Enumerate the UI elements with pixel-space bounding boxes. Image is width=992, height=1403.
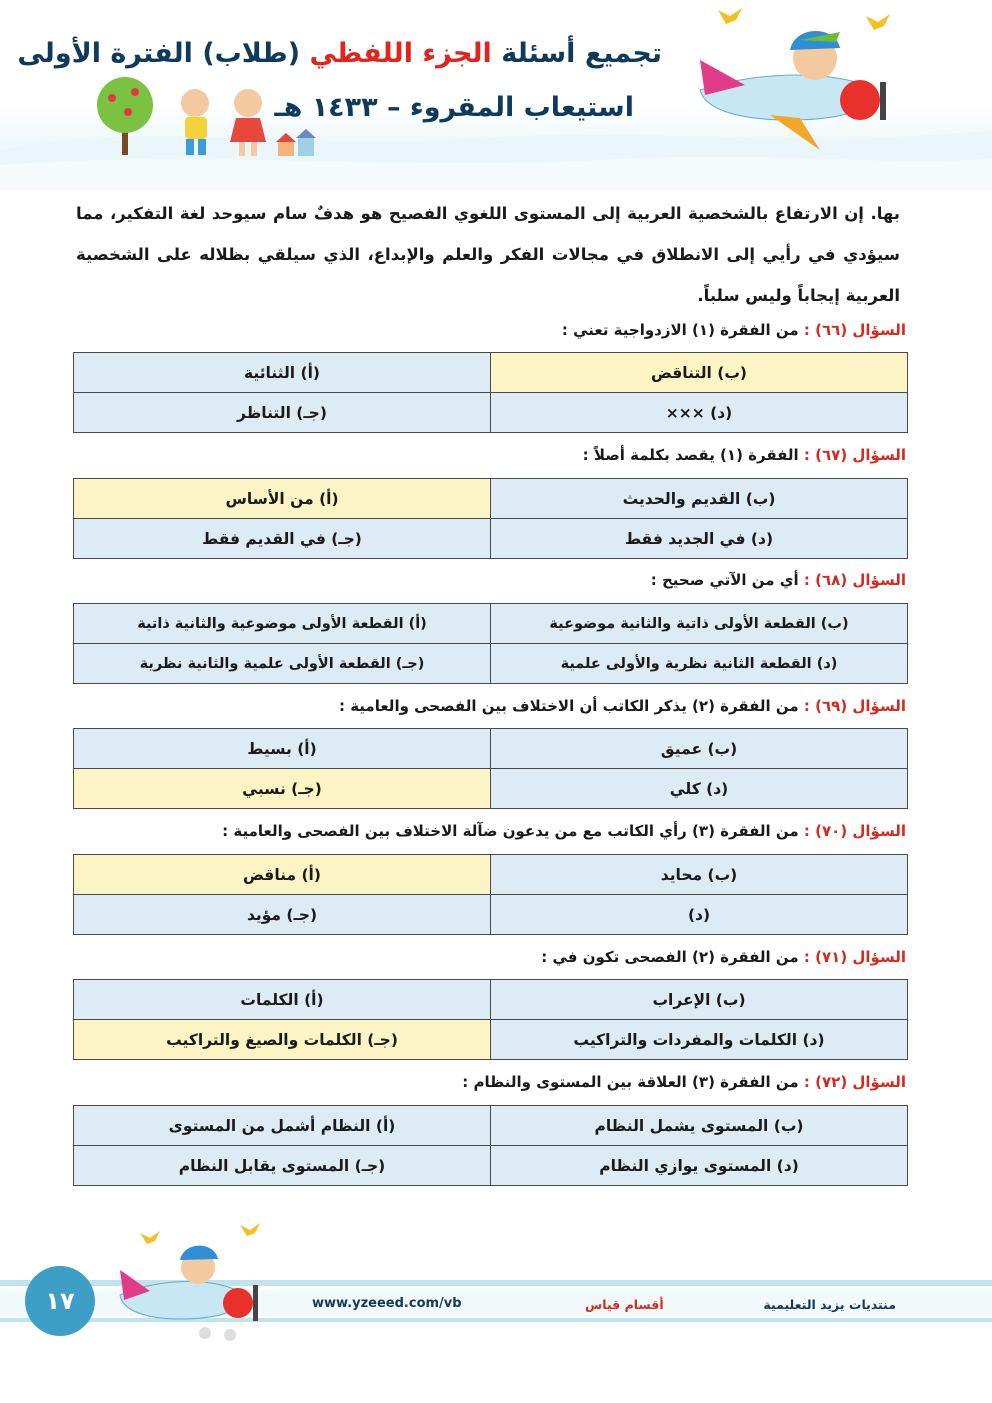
options-table-69 xyxy=(73,728,908,809)
option-a[interactable]: (أ) القطعة الأولى موضوعية والثانية ذاتية xyxy=(74,604,491,644)
options-table-70 xyxy=(73,854,908,935)
option-c[interactable]: (جـ) القطعة الأولى علمية والثانية نظرية xyxy=(74,644,491,684)
bird-illustration xyxy=(866,14,890,30)
question-text: من الفقرة (٣) رأي الكاتب مع من يدعون ضآلة الاختلاف بين الفصحى والعامية : xyxy=(222,822,804,840)
footer-website[interactable]: www.yzeeed.com/vb xyxy=(312,1296,462,1311)
option-d[interactable]: (د) كلي xyxy=(491,769,908,809)
option-b[interactable]: (ب) عميق xyxy=(491,729,908,769)
question-72 xyxy=(76,1073,906,1091)
question-text: من الفقرة (٢) الفصحى تكون في : xyxy=(541,948,804,966)
option-a[interactable]: (أ) مناقض xyxy=(74,855,491,895)
option-c[interactable]: (جـ) مؤيد xyxy=(74,895,491,935)
option-a[interactable]: (أ) الثنائية xyxy=(74,353,491,393)
option-d[interactable]: (د) المستوى يوازي النظام xyxy=(491,1146,908,1186)
page-title xyxy=(17,38,662,69)
question-71 xyxy=(76,948,906,966)
bird-illustration xyxy=(718,8,742,24)
option-c[interactable]: (جـ) نسبي xyxy=(74,769,491,809)
options-table-71 xyxy=(73,979,908,1060)
question-66 xyxy=(76,321,906,339)
option-b[interactable]: (ب) المستوى يشمل النظام xyxy=(491,1106,908,1146)
option-c[interactable]: (جـ) في القديم فقط xyxy=(74,519,491,559)
question-number: السؤال (٦٨) : xyxy=(803,571,906,589)
options-table-68 xyxy=(73,603,908,684)
question-number: السؤال (٧١) : xyxy=(803,948,906,966)
option-b[interactable]: (ب) القطعة الأولى ذاتية والثانية موضوعية xyxy=(491,604,908,644)
question-text: أي من الآتي صحيح : xyxy=(650,571,804,589)
option-d[interactable]: (د) الكلمات والمفردات والتراكيب xyxy=(491,1020,908,1060)
option-d[interactable]: (د) ××× xyxy=(491,393,908,433)
options-table-72 xyxy=(73,1105,908,1186)
question-text: من الفقرة (١) الازدواجية تعني : xyxy=(561,321,804,339)
option-c[interactable]: (جـ) المستوى يقابل النظام xyxy=(74,1146,491,1186)
page-number: ١٧ xyxy=(25,1266,95,1336)
option-a[interactable]: (أ) بسيط xyxy=(74,729,491,769)
option-c[interactable]: (جـ) الكلمات والصيغ والتراكيب xyxy=(74,1020,491,1060)
question-number: السؤال (٧٢) : xyxy=(803,1073,906,1091)
option-a[interactable]: (أ) الكلمات xyxy=(74,980,491,1020)
question-text: الفقرة (١) يقصد بكلمة أصلاً : xyxy=(582,446,804,464)
airplane-illustration xyxy=(700,31,886,150)
option-a[interactable]: (أ) النظام أشمل من المستوى xyxy=(74,1106,491,1146)
footer-forum-name: منتديات يزيد التعليمية xyxy=(763,1297,896,1312)
option-d[interactable]: (د) القطعة الثانية نظرية والأولى علمية xyxy=(491,644,908,684)
footer-section: أقسام قياس xyxy=(585,1297,664,1312)
option-b[interactable]: (ب) التناقض xyxy=(491,353,908,393)
question-69 xyxy=(76,697,906,715)
option-b[interactable]: (ب) الإعراب xyxy=(491,980,908,1020)
title-highlight: الجزء اللفظي xyxy=(309,38,492,69)
page-subtitle: استيعاب المقروء – ١٤٣٣ هـ xyxy=(274,92,634,123)
option-a[interactable]: (أ) من الأساس xyxy=(74,479,491,519)
question-text: من الفقرة (٣) العلاقة بين المستوى والنظام : xyxy=(462,1073,804,1091)
footer-airplane-illustration xyxy=(110,1215,280,1345)
question-text: من الفقرة (٢) يذكر الكاتب أن الاختلاف بين الفصحى والعامية : xyxy=(338,697,804,715)
question-number: السؤال (٦٦) : xyxy=(803,321,906,339)
intro-paragraph: بها. إن الارتفاع بالشخصية العربية إلى المستوى اللغوي الفصيح هو هدفٌ سام سيوحد لغة التفكير، مما سيؤدي في رأيي إلى الانطلاق في مجالات الفكر والعلم والإبداع، الذي سيلقي بظلاله على الشخصية العربية إيجاباً وليس سلباً. xyxy=(76,204,900,305)
question-68 xyxy=(76,571,906,589)
question-70 xyxy=(76,822,906,840)
option-c[interactable]: (جـ) التناظر xyxy=(74,393,491,433)
options-table-66 xyxy=(73,352,908,433)
question-number: السؤال (٦٧) : xyxy=(803,446,906,464)
options-table-67 xyxy=(73,478,908,559)
question-number: السؤال (٦٩) : xyxy=(803,697,906,715)
title-part-3: (طلاب) الفترة الأولى xyxy=(17,38,310,69)
option-d[interactable]: (د) في الجديد فقط xyxy=(491,519,908,559)
option-b[interactable]: (ب) القديم والحديث xyxy=(491,479,908,519)
option-b[interactable]: (ب) محايد xyxy=(491,855,908,895)
question-number: السؤال (٧٠) : xyxy=(803,822,906,840)
page-header xyxy=(0,0,992,190)
question-67 xyxy=(76,446,906,464)
option-d[interactable]: (د) xyxy=(491,895,908,935)
title-part-1: تجميع أسئلة xyxy=(491,38,662,69)
